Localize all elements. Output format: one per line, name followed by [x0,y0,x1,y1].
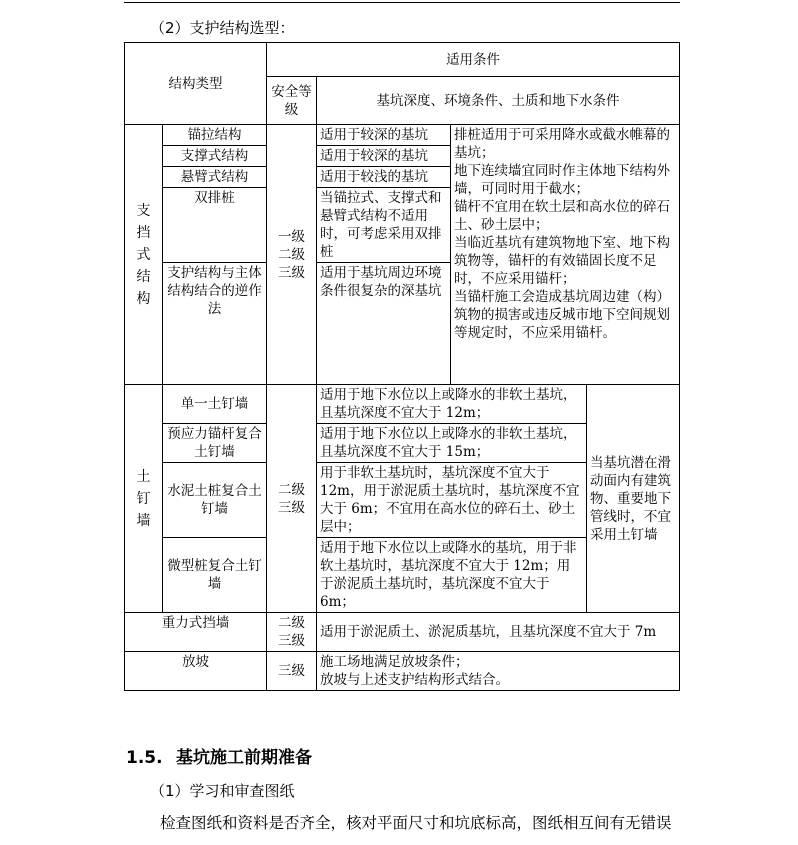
soilnail-condition: 适用于地下水位以上或降水的非软土基坑，且基坑深度不宜大于 12m； [317,385,587,424]
group-soil-nail-wall: 土钉墙 [125,385,163,613]
header-conditions: 适用条件 [267,43,680,77]
section-title-text: 基坑施工前期准备 [176,748,312,768]
header-depth-env: 基坑深度、环境条件、土质和地下水条件 [317,77,680,125]
section-number: 1.5. [126,748,163,768]
support-condition: 适用于较浅的基坑 [317,167,451,188]
soilnail-name: 水泥土桩复合土钉墙 [163,463,267,538]
soilnail-condition: 适用于地下水位以上或降水的基坑，用于非软土基坑时，基坑深度不宜大于 12m；用于淤泥质土基坑时，基坑深度不宜大于 6m； [317,538,587,613]
subheading: （1）学习和审查图纸 [150,782,295,800]
support-grade: 一级 二级 三级 [267,125,317,385]
gravity-wall-name: 重力式挡墙 [125,613,267,652]
slope-condition: 施工场地满足放坡条件； 放坡与上述支护结构形式结合。 [317,652,680,691]
soilnail-name: 预应力锚杆复合土钉墙 [163,424,267,463]
slope-grade: 三级 [267,652,317,691]
support-name: 支护结构与主体结构结合的逆作法 [163,263,267,385]
soilnail-name: 单一土钉墙 [163,385,267,424]
support-name: 支撑式结构 [163,146,267,167]
top-rule [124,2,680,3]
slope-name: 放坡 [125,652,267,691]
support-condition: 当锚拉式、支撑式和悬臂式结构不适用时，可考虑采用双排桩 [317,188,451,263]
section-title [126,743,312,768]
header-structure-type: 结构类型 [125,43,267,125]
gravity-wall-grade: 二级 三级 [267,613,317,652]
support-structure-table [124,42,680,691]
soilnail-condition: 适用于地下水位以上或降水的非软土基坑，且基坑深度不宜大于 15m； [317,424,587,463]
section-heading: （2）支护结构选型： [150,19,295,37]
support-condition: 适用于基坑周边环境条件很复杂的深基坑 [317,263,451,385]
gravity-wall-condition: 适用于淤泥质土、淤泥质基坑，且基坑深度不宜大于 7m [317,613,680,652]
support-name: 悬臂式结构 [163,167,267,188]
header-safety-grade: 安全等级 [267,77,317,125]
body-text: 检查图纸和资料是否齐全，核对平面尺寸和坑底标高，图纸相互间有无错误 [160,814,672,832]
soilnail-name: 微型桩复合土钉墙 [163,538,267,613]
soilnail-condition: 用于非软土基坑时，基坑深度不宜大于 12m，用于淤泥质土基坑时，基坑深度不宜大于 6m；不宜用在高水位的碎石土、砂土层中； [317,463,587,538]
support-note: 排桩适用于可采用降水或截水帷幕的基坑； 地下连续墙宜同时作主体地下结构外墙，可同时用于截水； 锚杆不宜用在软土层和高水位的碎石土、砂土层中； 当临近基坑有建筑物地下室、地下构筑物等，锚杆的有效锚固长度不足时，不应采用锚杆； 当锚杆施工会造成基坑周边建（构）筑物的损害或违反城市地下空间规划等规定时，不应采用锚杆。 [451,125,680,385]
support-name: 锚拉结构 [163,125,267,146]
support-condition: 适用于较深的基坑 [317,125,451,146]
group-support-structure: 支挡式结构 [125,125,163,385]
support-condition: 适用于较深的基坑 [317,146,451,167]
soilnail-grade: 二级 三级 [267,385,317,613]
support-name: 双排桩 [163,188,267,263]
soilnail-note: 当基坑潜在滑动面内有建筑物、重要地下管线时，不宜采用土钉墙 [587,385,680,613]
